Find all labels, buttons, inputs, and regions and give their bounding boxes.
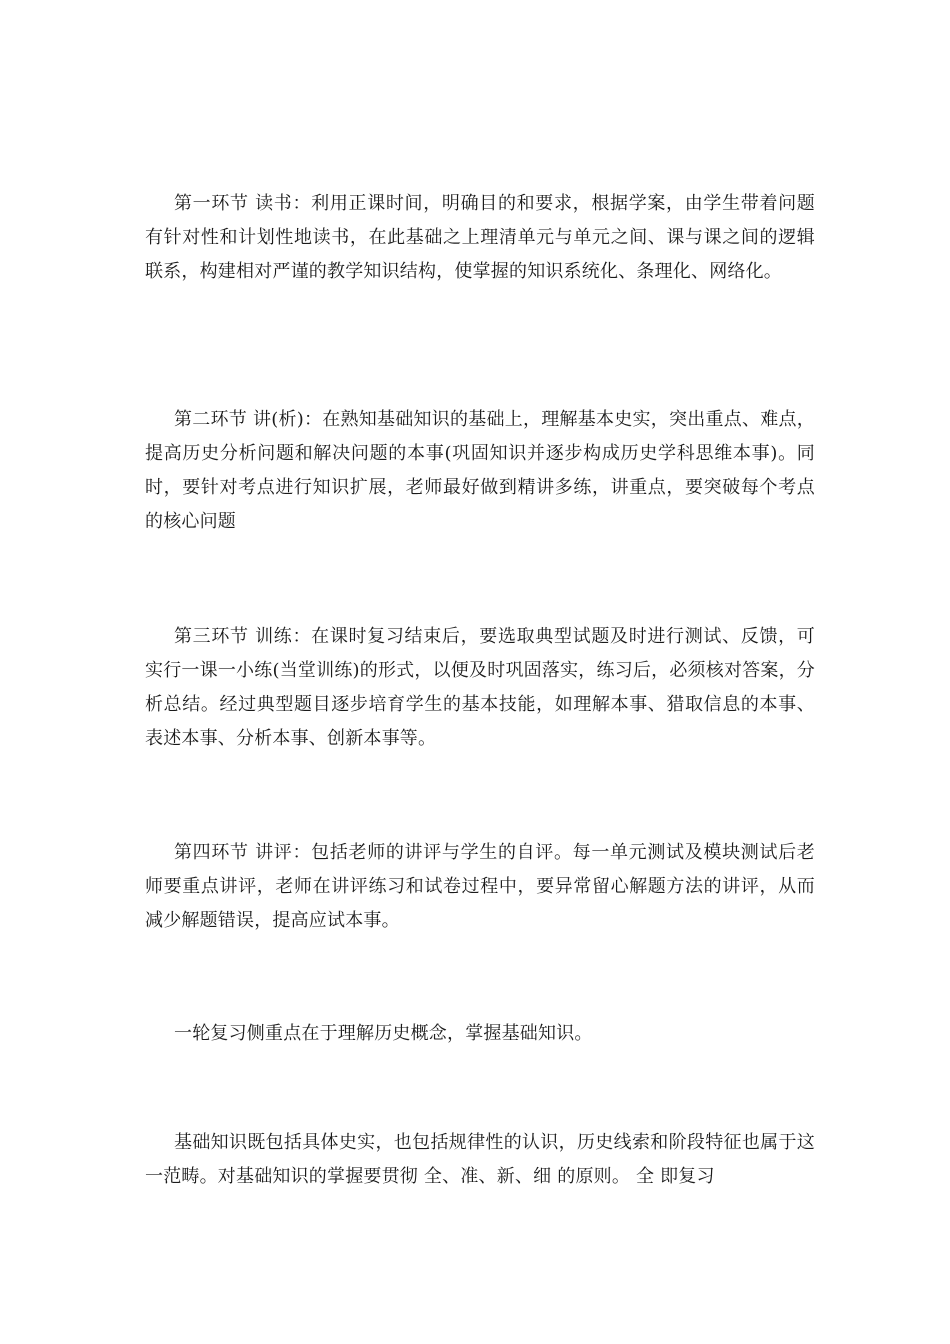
paragraph-lecture: 第二环节 讲(析)：在熟知基础知识的基础上，理解基本史实，突出重点、难点，提高历史分析问题和解决问题的本事(巩固知识并逐步构成历史学科思维本事)。同时，要针对考点进行知识扩展，老师最好做到精讲多练，讲重点，要突破每个考点的核心问题 (145, 409, 815, 532)
paragraph-basic-knowledge: 基础知识既包括具体史实，也包括规律性的认识，历史线索和阶段特征也属于这一范畴。对基础知识的掌握要贯彻 全、准、新、细 的原则。 全 即复习 (145, 1132, 815, 1187)
paragraph-training: 第三环节 训练：在课时复习结束后，要选取典型试题及时进行测试、反馈，可实行一课一小练(当堂训练)的形式，以便及时巩固落实，练习后，必须核对答案，分析总结。经过典型题目逐步培育学生的基本技能，如理解本事、猎取信息的本事、表述本事、分析本事、创新本事等。 (145, 626, 815, 749)
paragraph-reading: 第一环节 读书：利用正课时间，明确目的和要求，根据学案，由学生带着问题有针对性和计划性地读书，在此基础之上理清单元与单元之间、课与课之间的逻辑联系，构建相对严谨的教学知识结构，使掌握的知识系统化、条理化、网络化。 (145, 193, 815, 282)
paragraph-review: 第四环节 讲评：包括老师的讲评与学生的自评。每一单元测试及模块测试后老师要重点讲评，老师在讲评练习和试卷过程中，要异常留心解题方法的讲评，从而减少解题错误，提高应试本事。 (145, 842, 815, 931)
paragraph-first-round-focus: 一轮复习侧重点在于理解历史概念，掌握基础知识。 (174, 1023, 593, 1044)
